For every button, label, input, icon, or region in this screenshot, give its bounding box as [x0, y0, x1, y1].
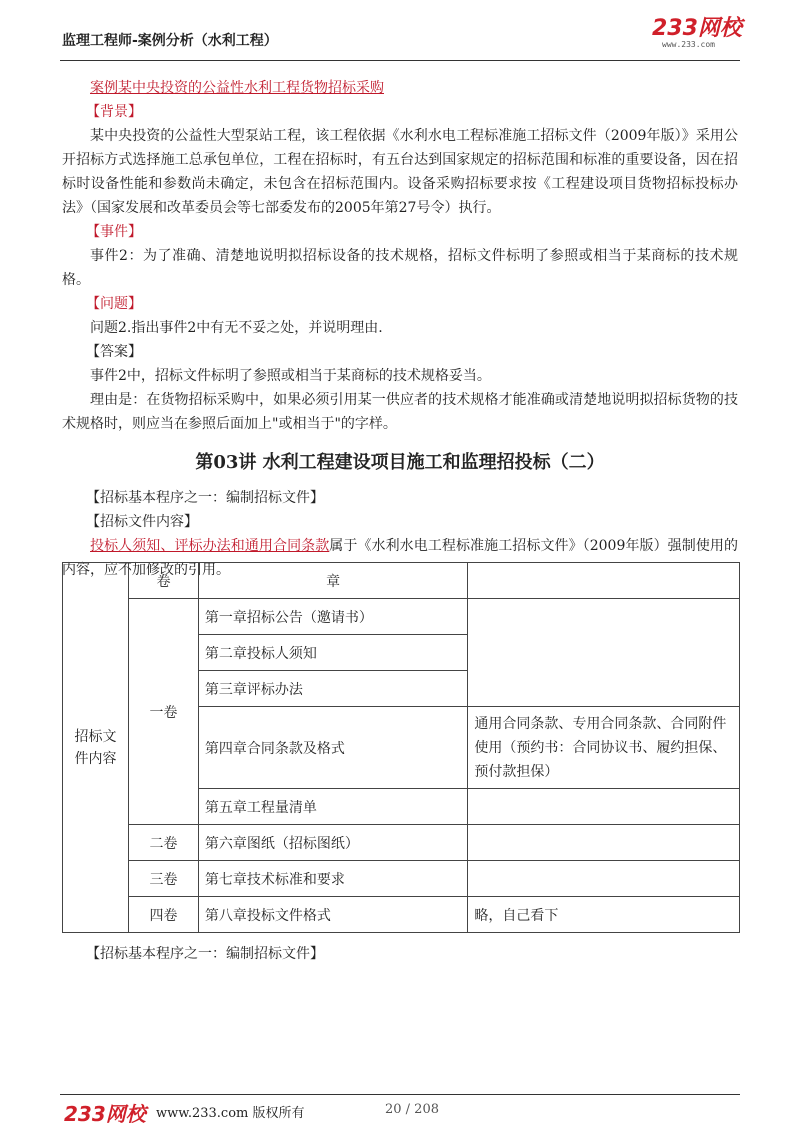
chapter-7-note — [468, 861, 740, 897]
event-tag: 【事件】 — [86, 224, 142, 240]
brand-logo — [652, 18, 742, 49]
section-sub-1: 【招标基本程序之一：编制招标文件】 — [86, 490, 324, 506]
answer-text-2: 理由是：在货物招标采购中，如果必须引用某一供应者的技术规格才能准确或清楚地说明拟招标货物的技术规格时，则应当在参照后面加上"或相当于"的字样。 — [62, 392, 738, 432]
left-label-cell — [63, 563, 129, 933]
header-empty — [468, 563, 740, 599]
header-divider — [60, 60, 740, 61]
answer-text-1: 事件2中，招标文件标明了参照或相当于某商标的技术规格妥当。 — [90, 368, 491, 384]
logo-main-text: 233网校 — [652, 16, 742, 41]
chapter-4-note: 通用合同条款、专用合同条款、合同附件使用（预约书：合同协议书、履约担保、预付款担保） — [468, 707, 740, 789]
background-text: 某中央投资的公益性大型泵站工程，该工程依据《水利水电工程标准施工招标文件（2009年版）》采用公开招标方式选择施工总承包单位，工程在招标时，有五台达到国家规定的招标范围和标准的重要设备，因在招标时设备性能和参数尚未确定，未包含在招标范围内。设备采购招标要求按《工程建设项目货物招标投标办法》（国家发展和改革委员会等七部委发布的2005年第27号令）执行。 — [62, 128, 738, 216]
intro-highlight: 投标人须知、评标办法和通用合同条款 — [90, 538, 330, 554]
chapter-4: 第四章合同条款及格式 — [198, 707, 468, 789]
chapter-8: 第八章投标文件格式 — [198, 897, 468, 933]
table-row — [63, 861, 740, 897]
chapter-7: 第七章技术标准和要求 — [198, 861, 468, 897]
vol3-cell: 三卷 — [128, 861, 198, 897]
chapter-6: 第六章图纸（招标图纸） — [198, 825, 468, 861]
chapter-3: 第三章评标办法 — [198, 671, 468, 707]
chapter-5: 第五章工程量清单 — [198, 789, 468, 825]
case-title: 案例某中央投资的公益性水利工程货物招标采购 — [90, 80, 384, 96]
logo-sub-text: www.233.com — [662, 40, 715, 49]
question-tag: 【问题】 — [86, 296, 142, 312]
section-sub-2: 【招标文件内容】 — [86, 514, 198, 530]
vol1-cell: 一卷 — [128, 599, 198, 825]
table-row — [63, 897, 740, 933]
vol2-cell: 二卷 — [128, 825, 198, 861]
table-row — [63, 599, 740, 635]
question-text: 问题2.指出事件2中有无不妥之处，并说明理由. — [90, 320, 383, 336]
vol4-cell: 四卷 — [128, 897, 198, 933]
header-title: 监理工程师-案例分析（水利工程） — [62, 33, 278, 49]
header-chap: 章 — [198, 563, 468, 599]
chapter-8-note: 略，自己看下 — [468, 897, 740, 933]
table-row — [63, 563, 740, 599]
bidding-doc-table — [62, 562, 740, 933]
page-number: 20 / 208 — [385, 1102, 439, 1117]
section-heading: 第03讲 水利工程建设项目施工和监理招投标（二） — [195, 452, 605, 473]
event-text: 事件2：为了准确、清楚地说明拟招标设备的技术规格，招标文件标明了参照或相当于某商标的技术规格。 — [62, 248, 738, 288]
chapter-2: 第二章投标人须知 — [198, 635, 468, 671]
table-row — [63, 825, 740, 861]
after-table-heading: 【招标基本程序之一：编制招标文件】 — [86, 946, 324, 962]
chapter-6-note — [468, 825, 740, 861]
intro-rest: 属于《水利水电工程标准施工招标文件》（2009年版）强制使用的内容，应不加修改的引用。 — [62, 538, 738, 578]
chapter-5-note — [468, 789, 740, 825]
footer-divider — [60, 1094, 740, 1095]
footer-site: www.233.com 版权所有 — [156, 1106, 305, 1121]
document-body — [62, 76, 738, 582]
empty-note-cell — [468, 599, 740, 707]
header-vol: 卷 — [128, 563, 198, 599]
answer-tag: 【答案】 — [86, 344, 142, 360]
background-tag: 【背景】 — [86, 104, 142, 120]
footer-logo: 233网校 — [64, 1102, 146, 1126]
chapter-1: 第一章招标公告（邀请书） — [198, 599, 468, 635]
left-label: 招标文件内容 — [74, 728, 117, 767]
